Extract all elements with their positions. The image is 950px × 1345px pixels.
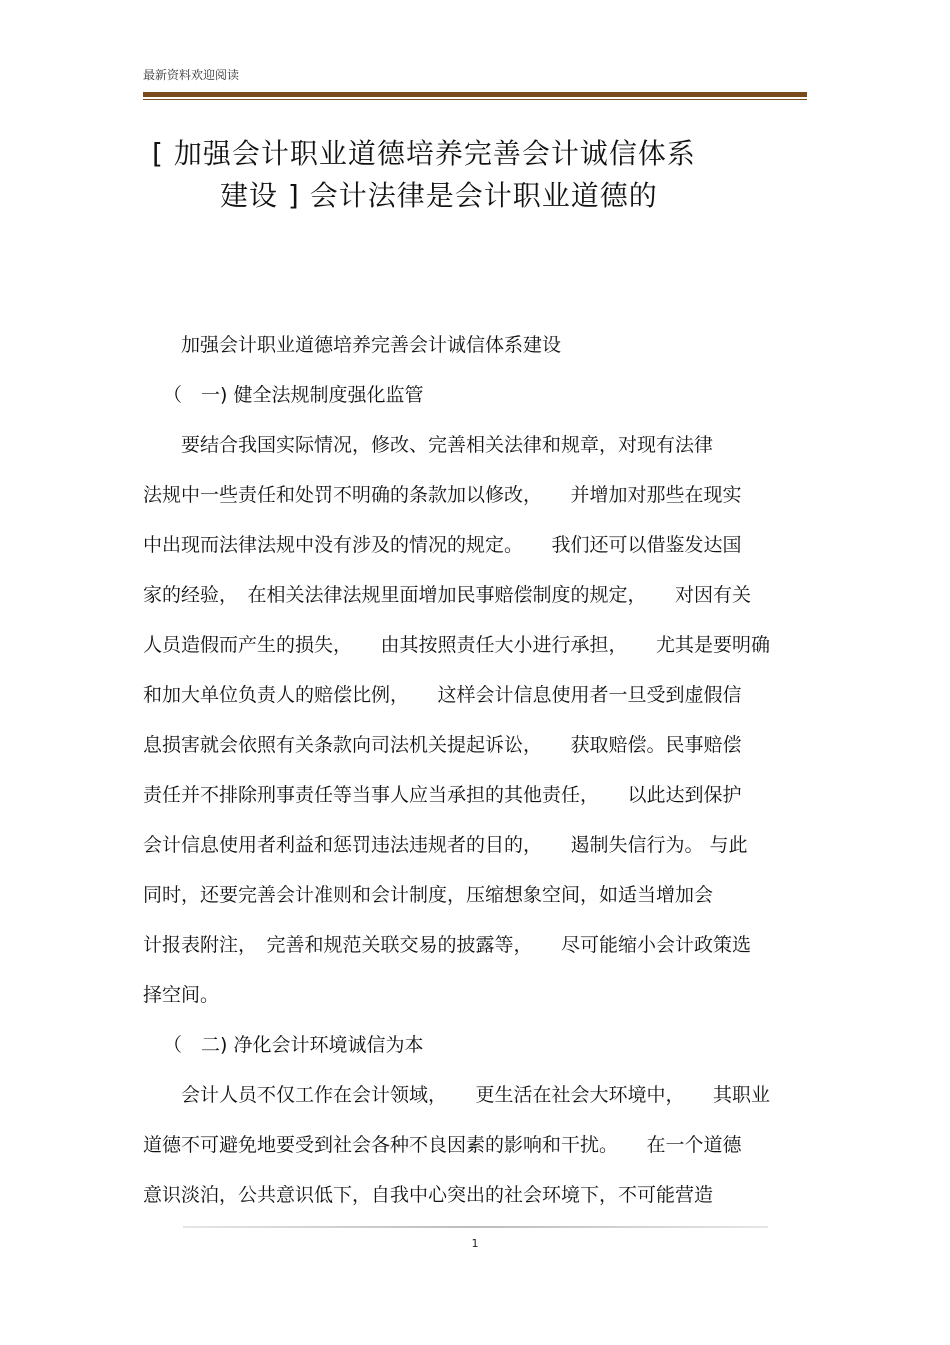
body-line: 责任并不排除刑事责任等当事人应当承担的其他责任， 以此达到保护: [143, 784, 742, 806]
page-number: 1: [471, 1237, 479, 1250]
body-line: 和加大单位负责人的赔偿比例， 这样会计信息使用者一旦受到虚假信: [143, 684, 742, 706]
body-line: 法规中一些责任和处罚不明确的条款加以修改， 并增加对那些在现实: [143, 484, 742, 506]
footer-rule: [183, 1226, 768, 1228]
body-line: 加强会计职业道德培养完善会计诚信体系建设: [143, 334, 562, 356]
body-line: 息损害就会依照有关条款向司法机关提起诉讼， 获取赔偿。民事赔偿: [143, 734, 742, 756]
section-heading-1: （ 一) 健全法规制度强化监管: [163, 384, 424, 406]
document-title-line-2: 建设 ] 会计法律是会计职业道德的: [220, 179, 658, 212]
page-header-text: 最新资料欢迎阅读: [143, 68, 240, 82]
body-line: 要结合我国实际情况，修改、完善相关法律和规章，对现有法律: [143, 434, 714, 456]
header-rule-thick: [143, 92, 807, 97]
body-line: 家的经验， 在相关法律法规里面增加民事赔偿制度的规定， 对因有关: [143, 584, 752, 606]
body-line: 会计人员不仅工作在会计领域， 更生活在社会大环境中， 其职业: [143, 1084, 771, 1106]
header-rule-thin: [143, 99, 807, 100]
body-line: 同时，还要完善会计准则和会计制度，压缩想象空间，如适当增加会: [143, 884, 714, 906]
body-line: 中出现而法律法规中没有涉及的情况的规定。 我们还可以借鉴发达国: [143, 534, 742, 556]
section-heading-2: （ 二) 净化会计环境诚信为本: [163, 1034, 424, 1056]
body-line: 计报表附注， 完善和规范关联交易的披露等， 尽可能缩小会计政策选: [143, 934, 752, 956]
body-line: 人员造假而产生的损失， 由其按照责任大小进行承担， 尤其是要明确: [143, 634, 771, 656]
body-line: 意识淡泊，公共意识低下，自我中心突出的社会环境下，不可能营造: [143, 1184, 714, 1206]
document-title-line-1: [ 加强会计职业道德培养完善会计诚信体系: [152, 137, 696, 170]
body-line: 道德不可避免地要受到社会各种不良因素的影响和干扰。 在一个道德: [143, 1134, 742, 1156]
body-line: 会计信息使用者利益和惩罚违法违规者的目的， 遏制失信行为。 与此: [143, 834, 748, 856]
body-line: 择空间。: [143, 984, 220, 1006]
